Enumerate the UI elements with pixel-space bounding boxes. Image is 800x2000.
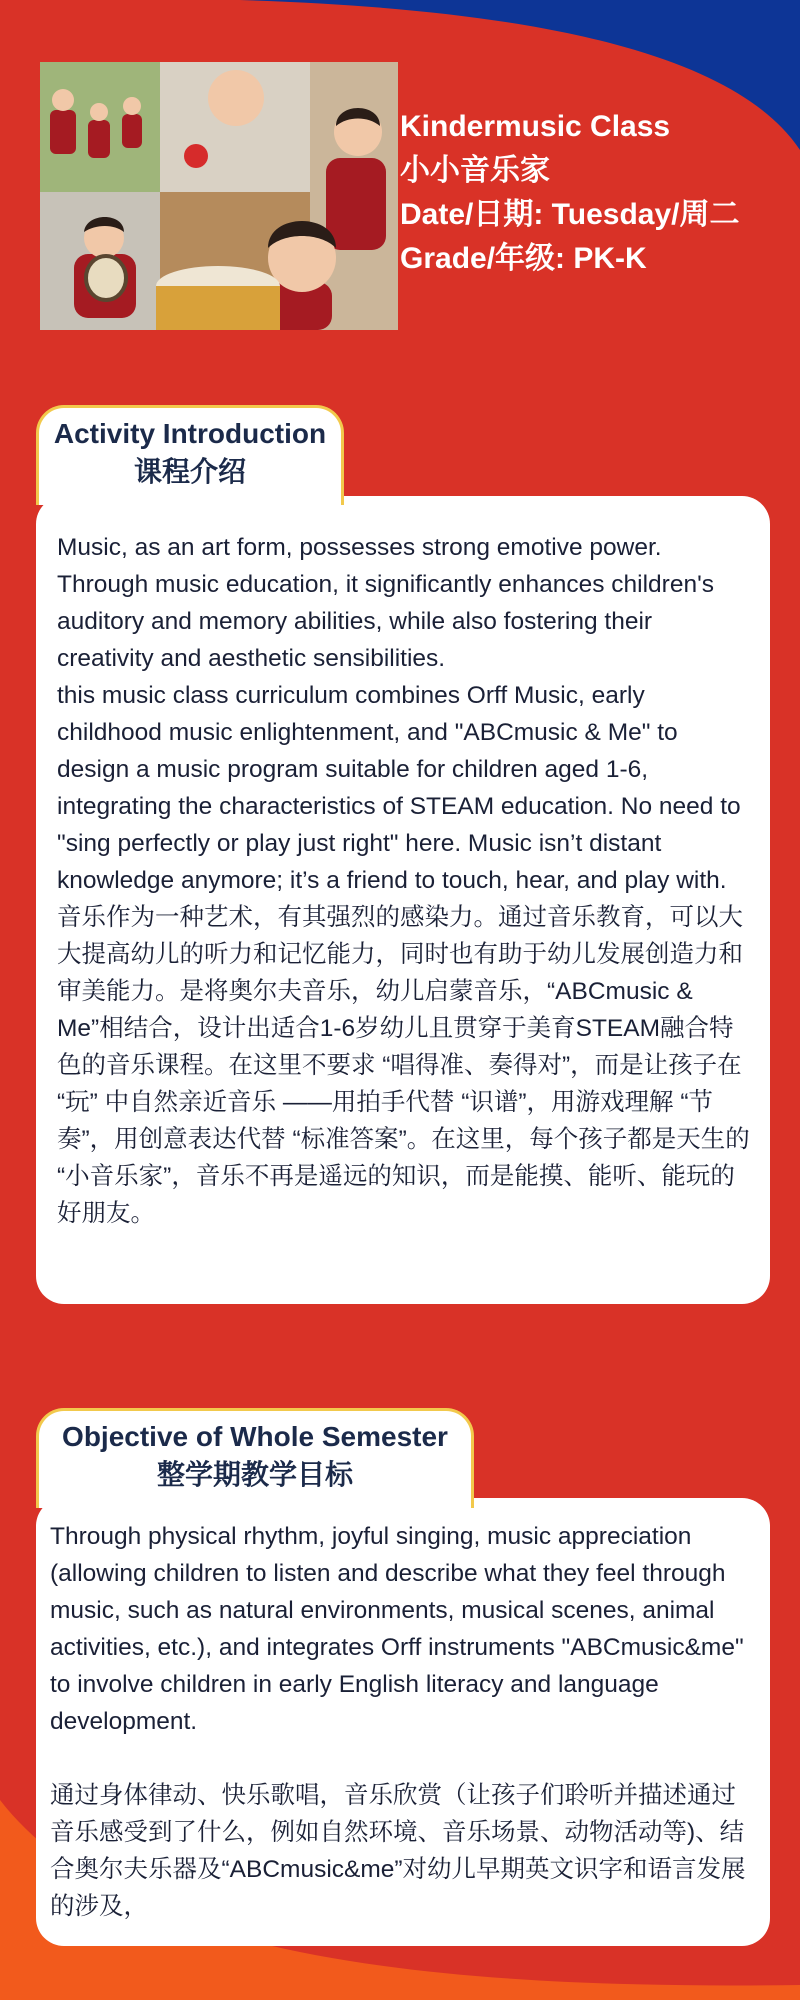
section-tab-semester-objective [36, 1408, 474, 1508]
class-info [400, 105, 790, 281]
hero-photo-collage [40, 62, 398, 330]
section-heading-cn: 课程介绍 [133, 456, 246, 487]
section-heading-en: Objective of Whole Semester [62, 1421, 448, 1452]
drum-body [156, 286, 280, 330]
class-date: Date/日期: Tuesday/周二 [400, 198, 740, 231]
objective-paragraph-cn: 通过身体律动、快乐歌唱，音乐欣赏（让孩子们聆听并描述通过音乐感受到了什么，例如自然环境、音乐场景、动物活动等)、结合奥尔夫乐器及“ABCmusic&me”对幼儿早期英文识字和语言发展的涉及， [50, 1782, 746, 1920]
activity-introduction-card [36, 496, 770, 1304]
section-heading-cn: 整学期教学目标 [156, 1459, 353, 1490]
section-tab-activity-introduction [36, 405, 344, 505]
intro-paragraph-en-1: Music, as an art form, possesses strong emotive power. Through music education, it significantly enhances children's auditory and memory abilities, while also fostering their creativity and aesthetic sensibilities. [57, 534, 715, 672]
class-name-cn: 小小音乐家 [400, 154, 550, 187]
tambourine [86, 256, 126, 300]
section-heading-en: Activity Introduction [53, 418, 327, 449]
objective-paragraph-en: Through physical rhythm, joyful singing, music appreciation (allowing children to listen and describe what they feel through music, such as natural environments, musical scenes, animal activities, etc.), and integrates Orff instruments "ABCmusic&me" to involve children in early English literacy and language development. [50, 1523, 744, 1735]
semester-objective-card [36, 1498, 770, 1946]
class-name: Kindermusic Class [400, 110, 671, 143]
intro-paragraph-cn: 音乐作为一种艺术，有其强烈的感染力。通过音乐教育，可以大大提高幼儿的听力和记忆能力，同时也有助于幼儿发展创造力和审美能力。是将奥尔夫音乐，幼儿启蒙音乐，“ABCmusic & Me”相结合，设计出适合1-6岁幼儿且贯穿于美育STEAM融合特色的音乐课程。在这里不要求 “唱得准、奏得对”，而是让孩子在 “玩” 中自然亲近音乐 ——用拍手代替 “识谱”，用游戏理解 “节奏”，用创意表达代替 “标准答案”。在这里，每个孩子都是天生的 “小音乐家”，音乐不再是遥远的知识，而是能摸、能听、能玩的好朋友。 [57, 904, 750, 1227]
class-grade: Grade/年级: PK-K [400, 242, 647, 275]
intro-paragraph-en-2: this music class curriculum combines Orff Music, early childhood music enlightenment, and "ABCmusic & Me" to design a music program suitable for children aged 1-6, integrating the characteristics of STEAM education. No need to "sing perfectly or play just right" here. Music isn’t distant knowledge anymore; it’s a friend to touch, hear, and play with. [57, 682, 741, 894]
paragraph-spacer [50, 1740, 750, 1777]
red-ball [184, 144, 208, 168]
